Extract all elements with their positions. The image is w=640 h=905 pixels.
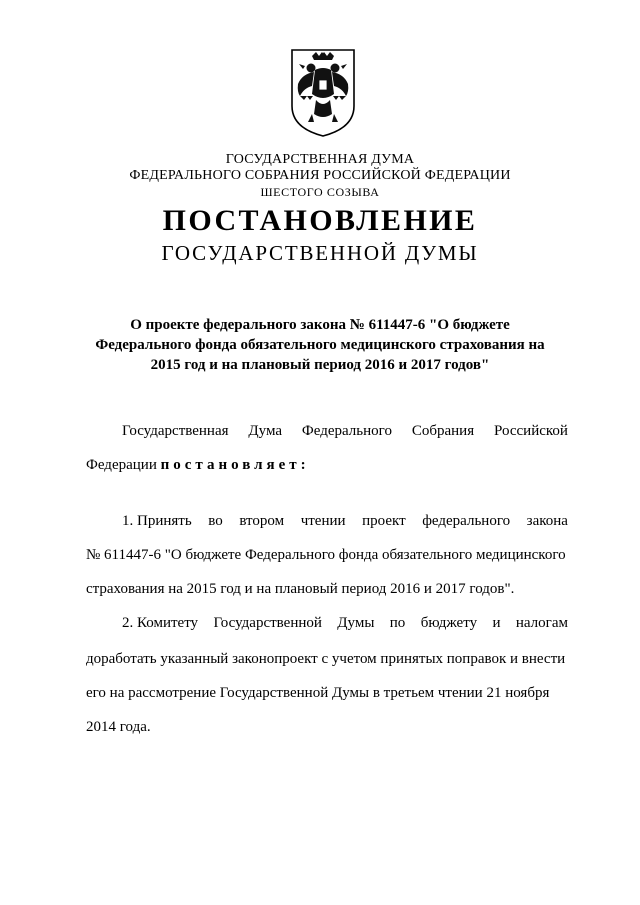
document-type-title: ПОСТАНОВЛЕНИЕ	[162, 204, 478, 237]
preamble-line	[122, 422, 568, 440]
resolves-word: постановляет:	[160, 457, 310, 473]
word: Дума	[248, 423, 283, 439]
word: Государственная	[122, 423, 229, 439]
document-issuer: ГОСУДАРСТВЕННОЙ ДУМЫ	[161, 241, 479, 265]
word: Думы	[337, 615, 375, 631]
item-2-line: 2014 года.	[86, 719, 151, 735]
word: чтении	[300, 513, 346, 529]
convocation: ШЕСТОГО СОЗЫВА	[260, 185, 380, 199]
word: бюджету	[420, 615, 478, 631]
item-1-line: страхования на 2015 год и на плановый период 2016 и 2017 годов".	[86, 581, 515, 597]
subject-line: О проекте федерального закона № 611447-6 "О бюджете	[130, 317, 510, 333]
word: Государственной	[213, 615, 322, 631]
word: втором	[239, 513, 285, 529]
item-1-line: № 611447-6 "О бюджете Федерального фонда обязательного медицинского	[86, 547, 566, 563]
word: проект	[362, 513, 406, 529]
subject-line: 2015 год и на плановый период 2016 и 2017 годов"	[150, 357, 490, 373]
word: Федерации	[86, 457, 157, 473]
subject-line: Федерального фонда обязательного медицинского страхования на	[95, 337, 545, 353]
word: Российской	[494, 423, 568, 439]
organization-name: ГОСУДАРСТВЕННАЯ ДУМА	[225, 152, 415, 167]
preamble-line	[86, 456, 568, 474]
word: во	[208, 513, 223, 529]
item-1-line	[122, 512, 568, 530]
item-2-line	[122, 614, 568, 632]
word: Федерального	[301, 423, 392, 439]
word: закона	[526, 513, 568, 529]
coat-of-arms-emblem	[288, 44, 358, 138]
item-2-line: его на рассмотрение Государственной Думы в третьем чтении 21 ноября	[86, 685, 550, 701]
word: федерального	[422, 513, 511, 529]
word: 2. Комитету	[122, 615, 199, 631]
organization-full-name: ФЕДЕРАЛЬНОГО СОБРАНИЯ РОССИЙСКОЙ ФЕДЕРАЦИИ	[129, 168, 511, 183]
word: налогам	[515, 615, 568, 631]
word: и	[492, 615, 501, 631]
word: 1. Принять	[122, 513, 192, 529]
item-2-line: доработать указанный законопроект с учетом принятых поправок и внести	[86, 651, 566, 667]
word: Собрания	[411, 423, 475, 439]
word: по	[389, 615, 406, 631]
